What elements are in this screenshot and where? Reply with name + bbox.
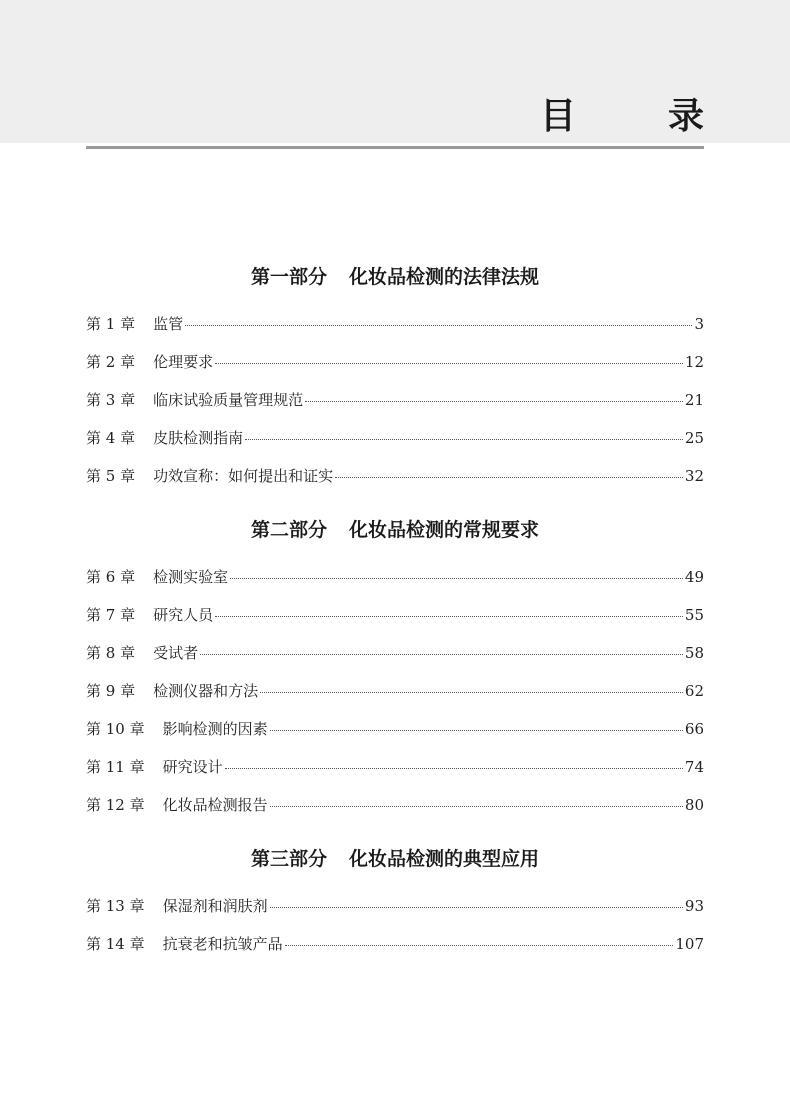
chapter-number: 第 1 章: [86, 315, 136, 333]
part-title-2: [86, 515, 704, 542]
page-number: 74: [684, 758, 704, 776]
page-number: 3: [694, 315, 704, 333]
chapter-title: 抗衰老和抗皱产品: [162, 935, 283, 953]
dot-leader: [200, 653, 683, 655]
page-number: 93: [684, 897, 704, 915]
chapter-number: 第 13 章: [86, 897, 145, 915]
dot-leader: [245, 438, 683, 440]
chapter-number: 第 6 章: [86, 568, 136, 586]
chapter-title: 皮肤检测指南: [153, 429, 244, 447]
chapter-number: 第 12 章: [86, 796, 145, 814]
dot-leader: [305, 400, 683, 402]
page-number: 107: [675, 935, 704, 953]
page-number: 62: [684, 682, 704, 700]
chapter-title: 化妆品检测报告: [162, 796, 268, 814]
chapter-title: 影响检测的因素: [162, 720, 268, 738]
toc-entry[interactable]: [86, 389, 704, 411]
part-name: 化妆品检测的常规要求: [349, 519, 540, 541]
chapter-number: 第 11 章: [86, 758, 145, 776]
part-name: 化妆品检测的典型应用: [349, 848, 540, 870]
chapter-number: 第 5 章: [86, 467, 136, 485]
page-number: 58: [684, 644, 704, 662]
page-number: 49: [684, 568, 704, 586]
chapter-number: 第 4 章: [86, 429, 136, 447]
chapter-title: 伦理要求: [153, 353, 214, 371]
toc-entry[interactable]: [86, 604, 704, 626]
chapter-title: 功效宣称：如何提出和证实: [153, 467, 334, 485]
chapter-title: 临床试验质量管理规范: [153, 391, 304, 409]
page-title: 目 录: [539, 96, 732, 137]
chapter-number: 第 8 章: [86, 644, 136, 662]
chapter-title: 保湿剂和润肤剂: [162, 897, 268, 915]
chapter-title: 检测仪器和方法: [153, 682, 259, 700]
toc-entry[interactable]: [86, 566, 704, 588]
chapter-title: 研究人员: [153, 606, 214, 624]
toc-entry[interactable]: [86, 427, 704, 449]
title-rule: [86, 146, 704, 149]
toc-entry[interactable]: [86, 794, 704, 816]
dot-leader: [270, 805, 683, 807]
part-prefix: 第三部分: [250, 848, 327, 870]
chapter-title: 受试者: [153, 644, 199, 662]
dot-leader: [270, 729, 683, 731]
chapter-title: 研究设计: [162, 758, 223, 776]
toc-entry[interactable]: [86, 933, 704, 955]
chapter-title: 监管: [153, 315, 184, 333]
toc-entry[interactable]: [86, 756, 704, 778]
page-number: 80: [684, 796, 704, 814]
page-number: 32: [684, 467, 704, 485]
chapter-title: 检测实验室: [153, 568, 229, 586]
dot-leader: [185, 324, 692, 326]
toc-entry[interactable]: [86, 642, 704, 664]
part-prefix: 第一部分: [250, 266, 327, 288]
toc-entry[interactable]: [86, 895, 704, 917]
toc-entry[interactable]: [86, 313, 704, 335]
chapter-number: 第 9 章: [86, 682, 136, 700]
page-number: 55: [684, 606, 704, 624]
toc-entry[interactable]: [86, 718, 704, 740]
dot-leader: [215, 615, 683, 617]
dot-leader: [260, 691, 683, 693]
chapter-number: 第 14 章: [86, 935, 145, 953]
part-prefix: 第二部分: [250, 519, 327, 541]
part-title-3: [86, 844, 704, 871]
chapter-number: 第 3 章: [86, 391, 136, 409]
page-number: 66: [684, 720, 704, 738]
dot-leader: [230, 577, 683, 579]
dot-leader: [215, 362, 683, 364]
dot-leader: [225, 767, 683, 769]
chapter-number: 第 10 章: [86, 720, 145, 738]
part-title-1: [86, 262, 704, 289]
chapter-number: 第 2 章: [86, 353, 136, 371]
toc-entry[interactable]: [86, 351, 704, 373]
part-name: 化妆品检测的法律法规: [349, 266, 540, 288]
page-number: 25: [684, 429, 704, 447]
chapter-number: 第 7 章: [86, 606, 136, 624]
toc-entry[interactable]: [86, 680, 704, 702]
page-number: 12: [684, 353, 704, 371]
dot-leader: [270, 906, 683, 908]
dot-leader: [335, 476, 683, 478]
dot-leader: [285, 944, 674, 946]
toc-entry[interactable]: [86, 465, 704, 487]
page-number: 21: [684, 391, 704, 409]
